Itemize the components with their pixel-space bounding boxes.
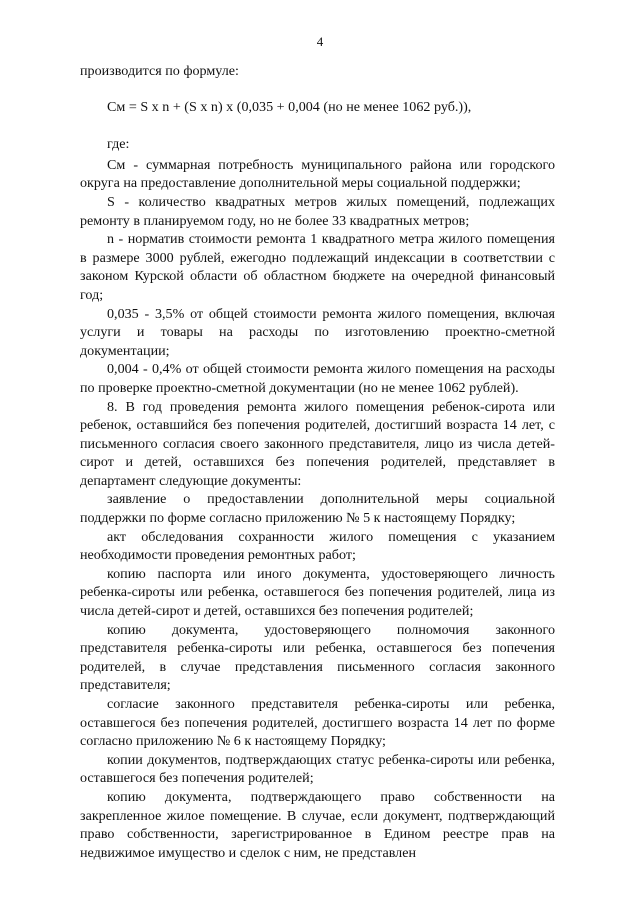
section-8-paragraph: 8. В год проведения ремонта жилого помещения ребенок-сирота или ребенок, оставшийся без попечения родителей, достигший возраста 14 лет, с письменного согласия своего законного представителя, лицо из числа детей-сирот и детей, оставшихся без попечения родителей, представляет в департамент следующие документы: — [80, 398, 555, 489]
formula-intro: производится по формуле: — [80, 63, 239, 79]
document-item: копию паспорта или иного документа, удостоверяющего личность ребенка-сироты или ребенка, оставшегося без попечения родителей, лица из числа детей-сирот и детей, оставшихся без попечения родителей; — [80, 565, 555, 620]
definition-cm: См - суммарная потребность муниципального района или городского округа на предоставление дополнительной меры социальной поддержки; — [80, 156, 555, 192]
document-item: копии документов, подтверждающих статус ребенка-сироты или ребенка, оставшегося без попечения родителей; — [80, 751, 555, 787]
document-body — [80, 62, 555, 862]
where-label: где: — [107, 136, 130, 153]
definition-n: n - норматив стоимости ремонта 1 квадратного метра жилого помещения в размере 3000 рублей, ежегодно подлежащий индексации в соответствии с законом Курской области об областном бюджете на очередной финансовый год; — [80, 231, 555, 303]
document-item: акт обследования сохранности жилого помещения с указанием необходимости проведения ремонтных работ; — [80, 528, 555, 564]
definition-0004: 0,004 - 0,4% от общей стоимости ремонта жилого помещения на расходы по проверке проектно-сметной документации (но не менее 1062 рублей). — [80, 361, 555, 396]
definition-s: S - количество квадратных метров жилых помещений, подлежащих ремонту в планируемом году, но не более 33 квадратных метров; — [80, 193, 555, 229]
page-number: 4 — [316, 34, 324, 49]
definition-0035: 0,035 - 3,5% от общей стоимости ремонта жилого помещения, включая услуги и товары на расходы по изготовлению проектно-сметной документации; — [80, 305, 555, 359]
document-item: заявление о предоставлении дополнительной меры социальной поддержки по форме согласно приложению № 5 к настоящему Порядку; — [80, 491, 555, 527]
document-item: копию документа, удостоверяющего полномочия законного представителя ребенка-сироты или ребенка, оставшегося без попечения родителей, в случае представления письменного согласия законного представителя; — [80, 621, 555, 694]
document-item: копию документа, подтверждающего право собственности на закрепленное жилое помещение. В случае, если документ, подтверждающий право собственности, зарегистрированное в Едином реестре прав на недвижимое имущество и сделок с ним, не представлен — [80, 788, 555, 861]
document-item: согласие законного представителя ребенка-сироты или ребенка, оставшегося без попечения родителей, достигшего возраста 14 лет по форме согласно приложению № 6 к настоящему Порядку; — [80, 696, 555, 750]
formula: См = S x n + (S x n) x (0,035 + 0,004 (но не менее 1062 руб.)), — [107, 98, 472, 115]
